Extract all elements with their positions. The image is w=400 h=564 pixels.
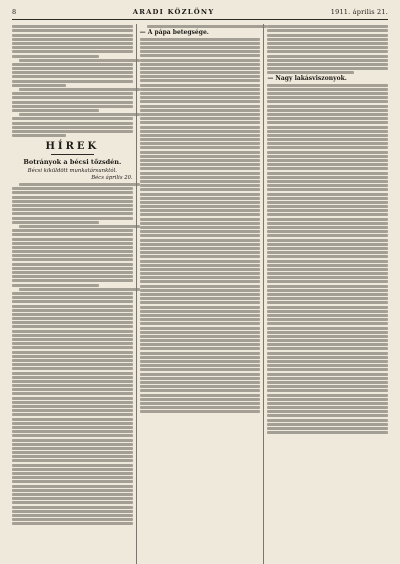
text-block-4 [267, 25, 388, 74]
page-number: 8 [12, 8, 17, 16]
column-left [12, 24, 133, 564]
item-heading-middle: — A pápa betegsége. [139, 29, 209, 37]
article-byline: Bécsi kiküldött munkatársunktól. [27, 168, 117, 175]
text-block-1 [12, 25, 133, 137]
column-middle [140, 24, 261, 564]
column-right [267, 24, 388, 564]
article-dateline: Bécs április 20. [91, 175, 133, 182]
article-heading: Botrányok a bécsi tőzsdén. [23, 158, 122, 167]
text-block-2 [12, 183, 133, 525]
masthead [12, 8, 388, 20]
text-block-3 [140, 38, 261, 414]
section-rule [51, 154, 94, 155]
issue-date: 1911. április 21. [330, 8, 388, 16]
newspaper-title: ARADI KÖZLÖNY [132, 8, 215, 16]
section-title: HÍREK [45, 141, 100, 153]
item-heading-right: — Nagy lakásviszonyok. [267, 75, 347, 83]
article-columns [12, 24, 388, 564]
text-block-5 [267, 84, 388, 435]
